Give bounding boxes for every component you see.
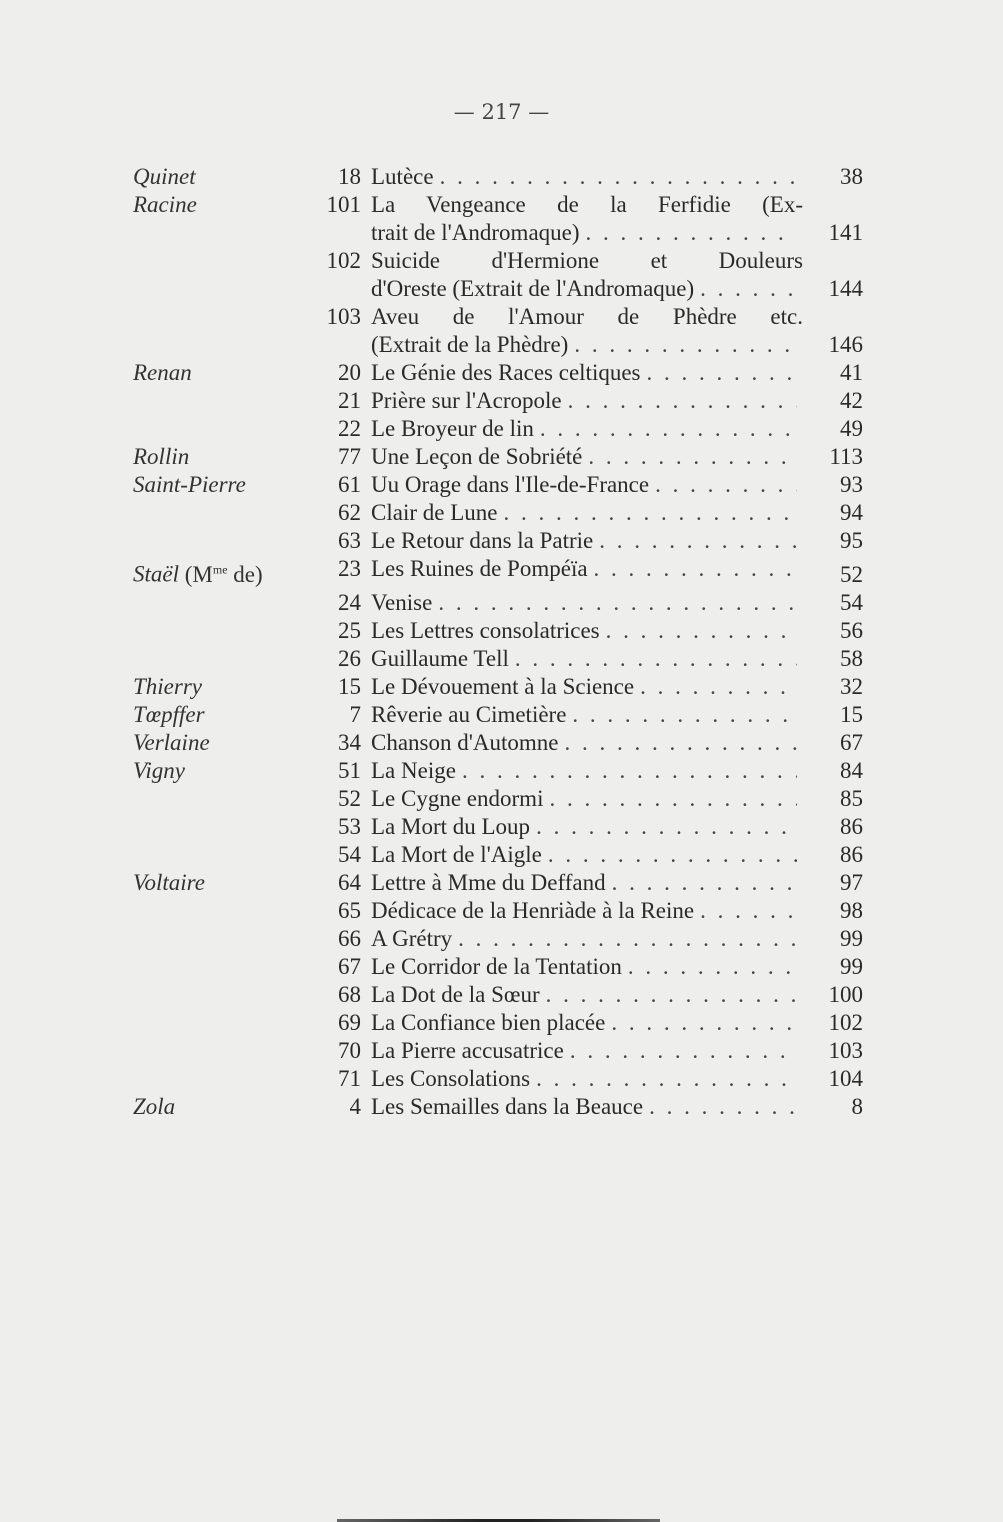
page-ref: 41 [840, 360, 863, 385]
author-name: Quinet [133, 164, 196, 189]
entry-title: Uu Orage dans l'Ile-de-France . . . [371, 471, 803, 499]
leader-dots [503, 499, 797, 527]
leader-dots [612, 869, 797, 897]
page-ref: 49 [840, 416, 863, 441]
index-entry [133, 617, 863, 645]
entry-title: Lutèce . . . [371, 163, 803, 191]
leader-dots [515, 645, 797, 673]
page-ref: 103 [828, 1037, 863, 1063]
entry-number: 66 [338, 925, 361, 951]
entry-title: Les Consolations . . . [371, 1065, 803, 1093]
leader-dots [647, 359, 798, 387]
entry-number: 22 [338, 416, 361, 441]
entry-title: Venise . . . [371, 589, 803, 617]
author-name: Renan [133, 360, 192, 385]
index-entry [133, 813, 863, 841]
index-entry [133, 247, 863, 303]
index-entry [133, 1037, 863, 1065]
leader-dots [568, 387, 797, 415]
page-ref: 54 [840, 589, 863, 615]
entry-number: 51 [338, 757, 361, 783]
leader-dots [536, 813, 797, 841]
page-ref: 97 [840, 869, 863, 895]
entry-title: Une Leçon de Sobriété . . . [371, 443, 803, 471]
index-entry [133, 785, 863, 813]
entry-title: Rêverie au Cimetière . . . [371, 701, 803, 729]
leader-dots [700, 275, 797, 303]
entry-title: Guillaume Tell . . . [371, 645, 803, 673]
entry-number: 102 [326, 248, 361, 273]
leader-dots [649, 1093, 797, 1121]
index-entry [133, 981, 863, 1009]
leader-dots [572, 701, 797, 729]
index-entry [133, 163, 863, 191]
page-ref: 67 [840, 729, 863, 755]
index-entry [133, 499, 863, 527]
page-ref: 144 [828, 276, 863, 301]
author-name: Tœpffer [133, 701, 205, 727]
leader-dots [565, 729, 798, 757]
leader-dots [570, 1037, 797, 1065]
page-ref: 99 [840, 925, 863, 951]
entry-title: Suicide d'Hermione et Douleurs d'Oreste (Extrait de l'Andromaque) . . . [371, 247, 803, 303]
leader-dots [655, 471, 797, 499]
page-ref: 98 [840, 897, 863, 923]
author-name: Verlaine [133, 729, 210, 755]
entry-number: 69 [338, 1009, 361, 1035]
entry-title: Les Semailles dans la Beauce . . . [371, 1093, 803, 1121]
leader-dots [640, 673, 797, 701]
entry-number: 24 [338, 589, 361, 615]
page-ref: 93 [840, 472, 863, 497]
entry-title: Le Génie des Races celtiques . . . [371, 359, 803, 387]
leader-dots [700, 897, 797, 925]
entry-title: La Mort de l'Aigle . . . [371, 841, 803, 869]
entry-number: 7 [349, 701, 361, 727]
page-ref: 42 [840, 388, 863, 413]
page-ref: 95 [840, 528, 863, 553]
index-entry [133, 701, 863, 729]
page-ref: 38 [840, 164, 863, 189]
index-entry [133, 729, 863, 757]
index-entry [133, 953, 863, 981]
page-ref: 58 [840, 645, 863, 671]
entry-number: 64 [338, 869, 361, 895]
leader-dots [549, 785, 797, 813]
index-entry [133, 471, 863, 499]
author-title: ($M^{me}$ de) [179, 561, 263, 587]
leader-dots [458, 925, 797, 953]
page-ref: 15 [840, 701, 863, 727]
entry-number: 65 [338, 897, 361, 923]
entry-title: Les Lettres consolatrices . . . [371, 617, 803, 645]
leader-dots [594, 555, 797, 583]
index-entry [133, 673, 863, 701]
entry-title: La Confiance bien placée . . . [371, 1009, 803, 1037]
entry-number: 61 [338, 472, 361, 497]
index-entry [133, 589, 863, 617]
page-ref: 52 [840, 561, 863, 587]
author-name: Racine [133, 192, 197, 217]
page-ref: 146 [828, 332, 863, 357]
leader-dots [546, 981, 797, 1009]
entry-number: 77 [338, 444, 361, 469]
leader-dots [438, 589, 797, 617]
index-entry [133, 1065, 863, 1093]
entry-title: La Mort du Loup . . . [371, 813, 803, 841]
page-ref: 32 [840, 673, 863, 699]
entry-number: 71 [338, 1065, 361, 1091]
entry-title: La Vengeance de la Ferfidie (Ex- trait de l'Andromaque) . . . [371, 191, 803, 247]
index-entry [133, 555, 863, 589]
page-ref: 100 [828, 981, 863, 1007]
author-name: Vigny [133, 757, 185, 783]
entry-title: Le Broyeur de lin . . . [371, 415, 803, 443]
index-entry [133, 1009, 863, 1037]
page-ref: 56 [840, 617, 863, 643]
entry-number: 70 [338, 1037, 361, 1063]
page-number: — 217 — [453, 100, 550, 124]
entry-number: 68 [338, 981, 361, 1007]
entry-title: La Pierre accusatrice . . . [371, 1037, 803, 1065]
page-ref: 113 [829, 444, 863, 469]
author-name: Staël ($M^{me}$ de) [133, 561, 263, 587]
leader-dots [606, 617, 797, 645]
page-ref: 141 [828, 220, 863, 245]
page-ref: 86 [840, 841, 863, 867]
index-entry [133, 757, 863, 785]
entry-title: A Grétry . . . [371, 925, 803, 953]
entry-number: 52 [338, 785, 361, 811]
entry-title: La Neige . . . [371, 757, 803, 785]
entry-number: 26 [338, 645, 361, 671]
entry-number: 101 [326, 192, 361, 217]
leader-dots [540, 415, 797, 443]
entry-title: La Dot de la Sœur . . . [371, 981, 803, 1009]
index-entry [133, 303, 863, 359]
entry-number: 20 [338, 360, 361, 385]
page-ref: 85 [840, 785, 863, 811]
entry-number: 53 [338, 813, 361, 839]
entry-number: 25 [338, 617, 361, 643]
page-ref: 8 [851, 1093, 863, 1119]
page-ref: 86 [840, 813, 863, 839]
entry-number: 62 [338, 500, 361, 525]
entry-number: 21 [338, 388, 361, 413]
entry-title: Prière sur l'Acropole . . . [371, 387, 803, 415]
index-entry [133, 925, 863, 953]
entry-title: Aveu de l'Amour de Phèdre etc. (Extrait de la Phèdre) . . . [371, 303, 803, 359]
author-name: Saint-Pierre [133, 472, 246, 497]
entry-title: Le Corridor de la Tentation . . . [371, 953, 803, 981]
page-ref: 99 [840, 953, 863, 979]
entry-number: 103 [326, 304, 361, 329]
index-entry [133, 897, 863, 925]
page-ref: 104 [828, 1065, 863, 1091]
entry-number: 54 [338, 841, 361, 867]
leader-dots [548, 841, 797, 869]
entry-number: 4 [349, 1093, 361, 1119]
author-name: Rollin [133, 444, 190, 469]
author-name: Zola [133, 1093, 176, 1119]
index-entry [133, 645, 863, 673]
entry-title: Chanson d'Automne . . . [371, 729, 803, 757]
leader-dots [536, 1065, 797, 1093]
page-ref: 94 [840, 500, 863, 525]
leader-dots [611, 1009, 797, 1037]
author-name: Voltaire [133, 869, 205, 895]
entry-number: 15 [338, 673, 361, 699]
entry-title: Le Dévouement à la Science . . . [371, 673, 803, 701]
index-entry [133, 443, 863, 471]
entry-title: Clair de Lune . . . [371, 499, 803, 527]
leader-dots [574, 331, 797, 359]
entry-number: 18 [338, 164, 361, 189]
index-entry [133, 191, 863, 247]
index-entry [133, 527, 863, 555]
entry-title: Lettre à Mme du Deffand . . . [371, 869, 803, 897]
page-ref: 102 [828, 1009, 863, 1035]
index-entry [133, 415, 863, 443]
leader-dots [628, 953, 797, 981]
leader-dots [586, 219, 797, 247]
leader-dots [462, 757, 797, 785]
index-table [133, 163, 863, 1121]
entry-title: Le Retour dans la Patrie . . . [371, 527, 803, 555]
entry-title: Le Cygne endormi . . . [371, 785, 803, 813]
leader-dots [599, 527, 797, 555]
index-entry [133, 1093, 863, 1121]
index-entry [133, 387, 863, 415]
entry-number: 63 [338, 528, 361, 553]
index-entry [133, 359, 863, 387]
page-ref: 84 [840, 757, 863, 783]
entry-title: Dédicace de la Henriàde à la Reine . . . [371, 897, 803, 925]
entry-number: 34 [338, 729, 361, 755]
index-entry [133, 869, 863, 897]
author-name: Thierry [133, 673, 202, 699]
entry-number: 23 [338, 556, 361, 581]
entry-title: Les Ruines de Pompéïa . . . [371, 555, 803, 583]
entry-number: 67 [338, 953, 361, 979]
leader-dots [440, 163, 797, 191]
index-entry [133, 841, 863, 869]
leader-dots [588, 443, 797, 471]
